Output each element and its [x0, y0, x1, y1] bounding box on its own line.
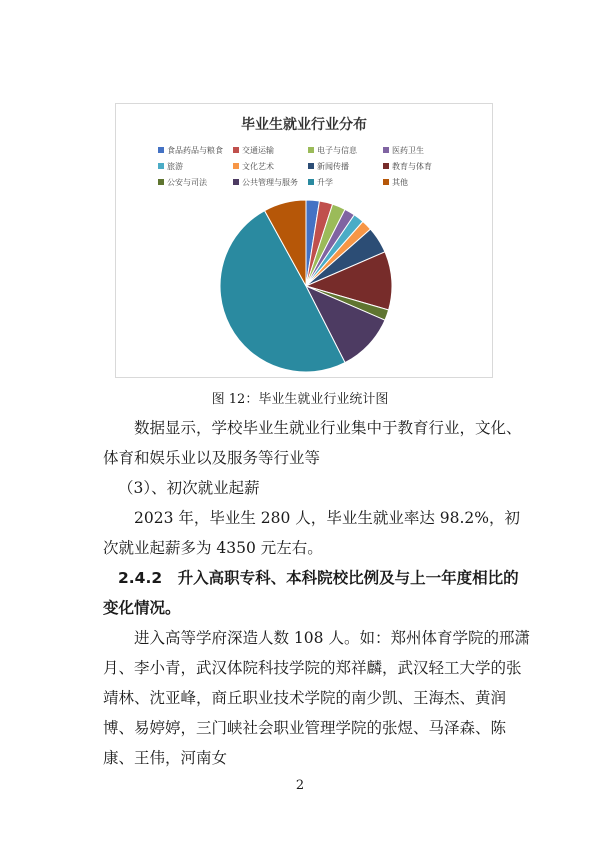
legend-swatch: [308, 163, 314, 169]
legend-label: 新闻传播: [317, 161, 349, 171]
legend-item: [308, 161, 383, 172]
chart-legend: [158, 142, 458, 190]
section-heading-2-4-2: 2.4.2 升入高职专科、本科院校比例及与上一年度相比的变化情况。: [103, 569, 519, 617]
paragraph-industry-summary: 数据显示，学校毕业生就业行业集中于教育行业，文化、体育和娱乐业以及服务等行业等: [103, 419, 522, 467]
legend-swatch: [383, 147, 389, 153]
legend-swatch: [158, 147, 164, 153]
legend-item: [233, 161, 308, 172]
legend-item: [158, 145, 233, 156]
legend-swatch: [158, 163, 164, 169]
legend-row: [158, 174, 458, 190]
legend-swatch: [383, 163, 389, 169]
legend-item: [158, 161, 233, 172]
legend-label: 医药卫生: [392, 145, 424, 155]
legend-swatch: [158, 179, 164, 185]
legend-item: [383, 177, 458, 188]
legend-label: 公共管理与服务: [242, 177, 298, 187]
legend-item: [308, 145, 383, 156]
legend-swatch: [308, 179, 314, 185]
legend-item: [233, 145, 308, 156]
chart-title: 毕业生就业行业分布: [241, 117, 367, 133]
chart-container: [115, 103, 493, 378]
paragraph-starting-salary-heading: （3）、初次就业起薪: [118, 479, 260, 497]
legend-label: 交通运输: [242, 145, 274, 155]
legend-item: [233, 177, 308, 188]
legend-label: 食品药品与粮食: [167, 145, 223, 155]
legend-swatch: [233, 179, 239, 185]
legend-item: [383, 145, 458, 156]
legend-label: 其他: [392, 177, 408, 187]
legend-label: 教育与体育: [392, 161, 432, 171]
legend-swatch: [308, 147, 314, 153]
legend-row: [158, 158, 458, 174]
legend-row: [158, 142, 458, 158]
figure-caption: 图 12：毕业生就业行业统计图: [211, 392, 389, 407]
legend-label: 电子与信息: [317, 145, 357, 155]
legend-swatch: [383, 179, 389, 185]
page-number: 2: [295, 778, 305, 793]
legend-label: 文化艺术: [242, 161, 274, 171]
legend-swatch: [233, 147, 239, 153]
legend-item: [158, 177, 233, 188]
legend-item: [308, 177, 383, 188]
legend-label: 旅游: [167, 161, 183, 171]
legend-swatch: [233, 163, 239, 169]
paragraph-starting-salary: 2023 年，毕业生 280 人，毕业生就业率达 98.2%，初次就业起薪多为 4350 元左右。: [103, 509, 520, 557]
paragraph-further-study: 进入高等学府深造人数 108 人。如：郑州体育学院的邢潇月、李小青，武汉体院科技学院的郑祥麟，武汉轻工大学的张靖林、沈亚峰，商丘职业技术学院的南少凯、王海杰、黄润博、易婷婷，三门峡社会职业管理学院的张煜、马泽森、陈康、王伟，河南女: [103, 629, 530, 767]
legend-label: 公安与司法: [167, 177, 207, 187]
legend-label: 升学: [317, 177, 333, 187]
legend-item: [383, 161, 458, 172]
